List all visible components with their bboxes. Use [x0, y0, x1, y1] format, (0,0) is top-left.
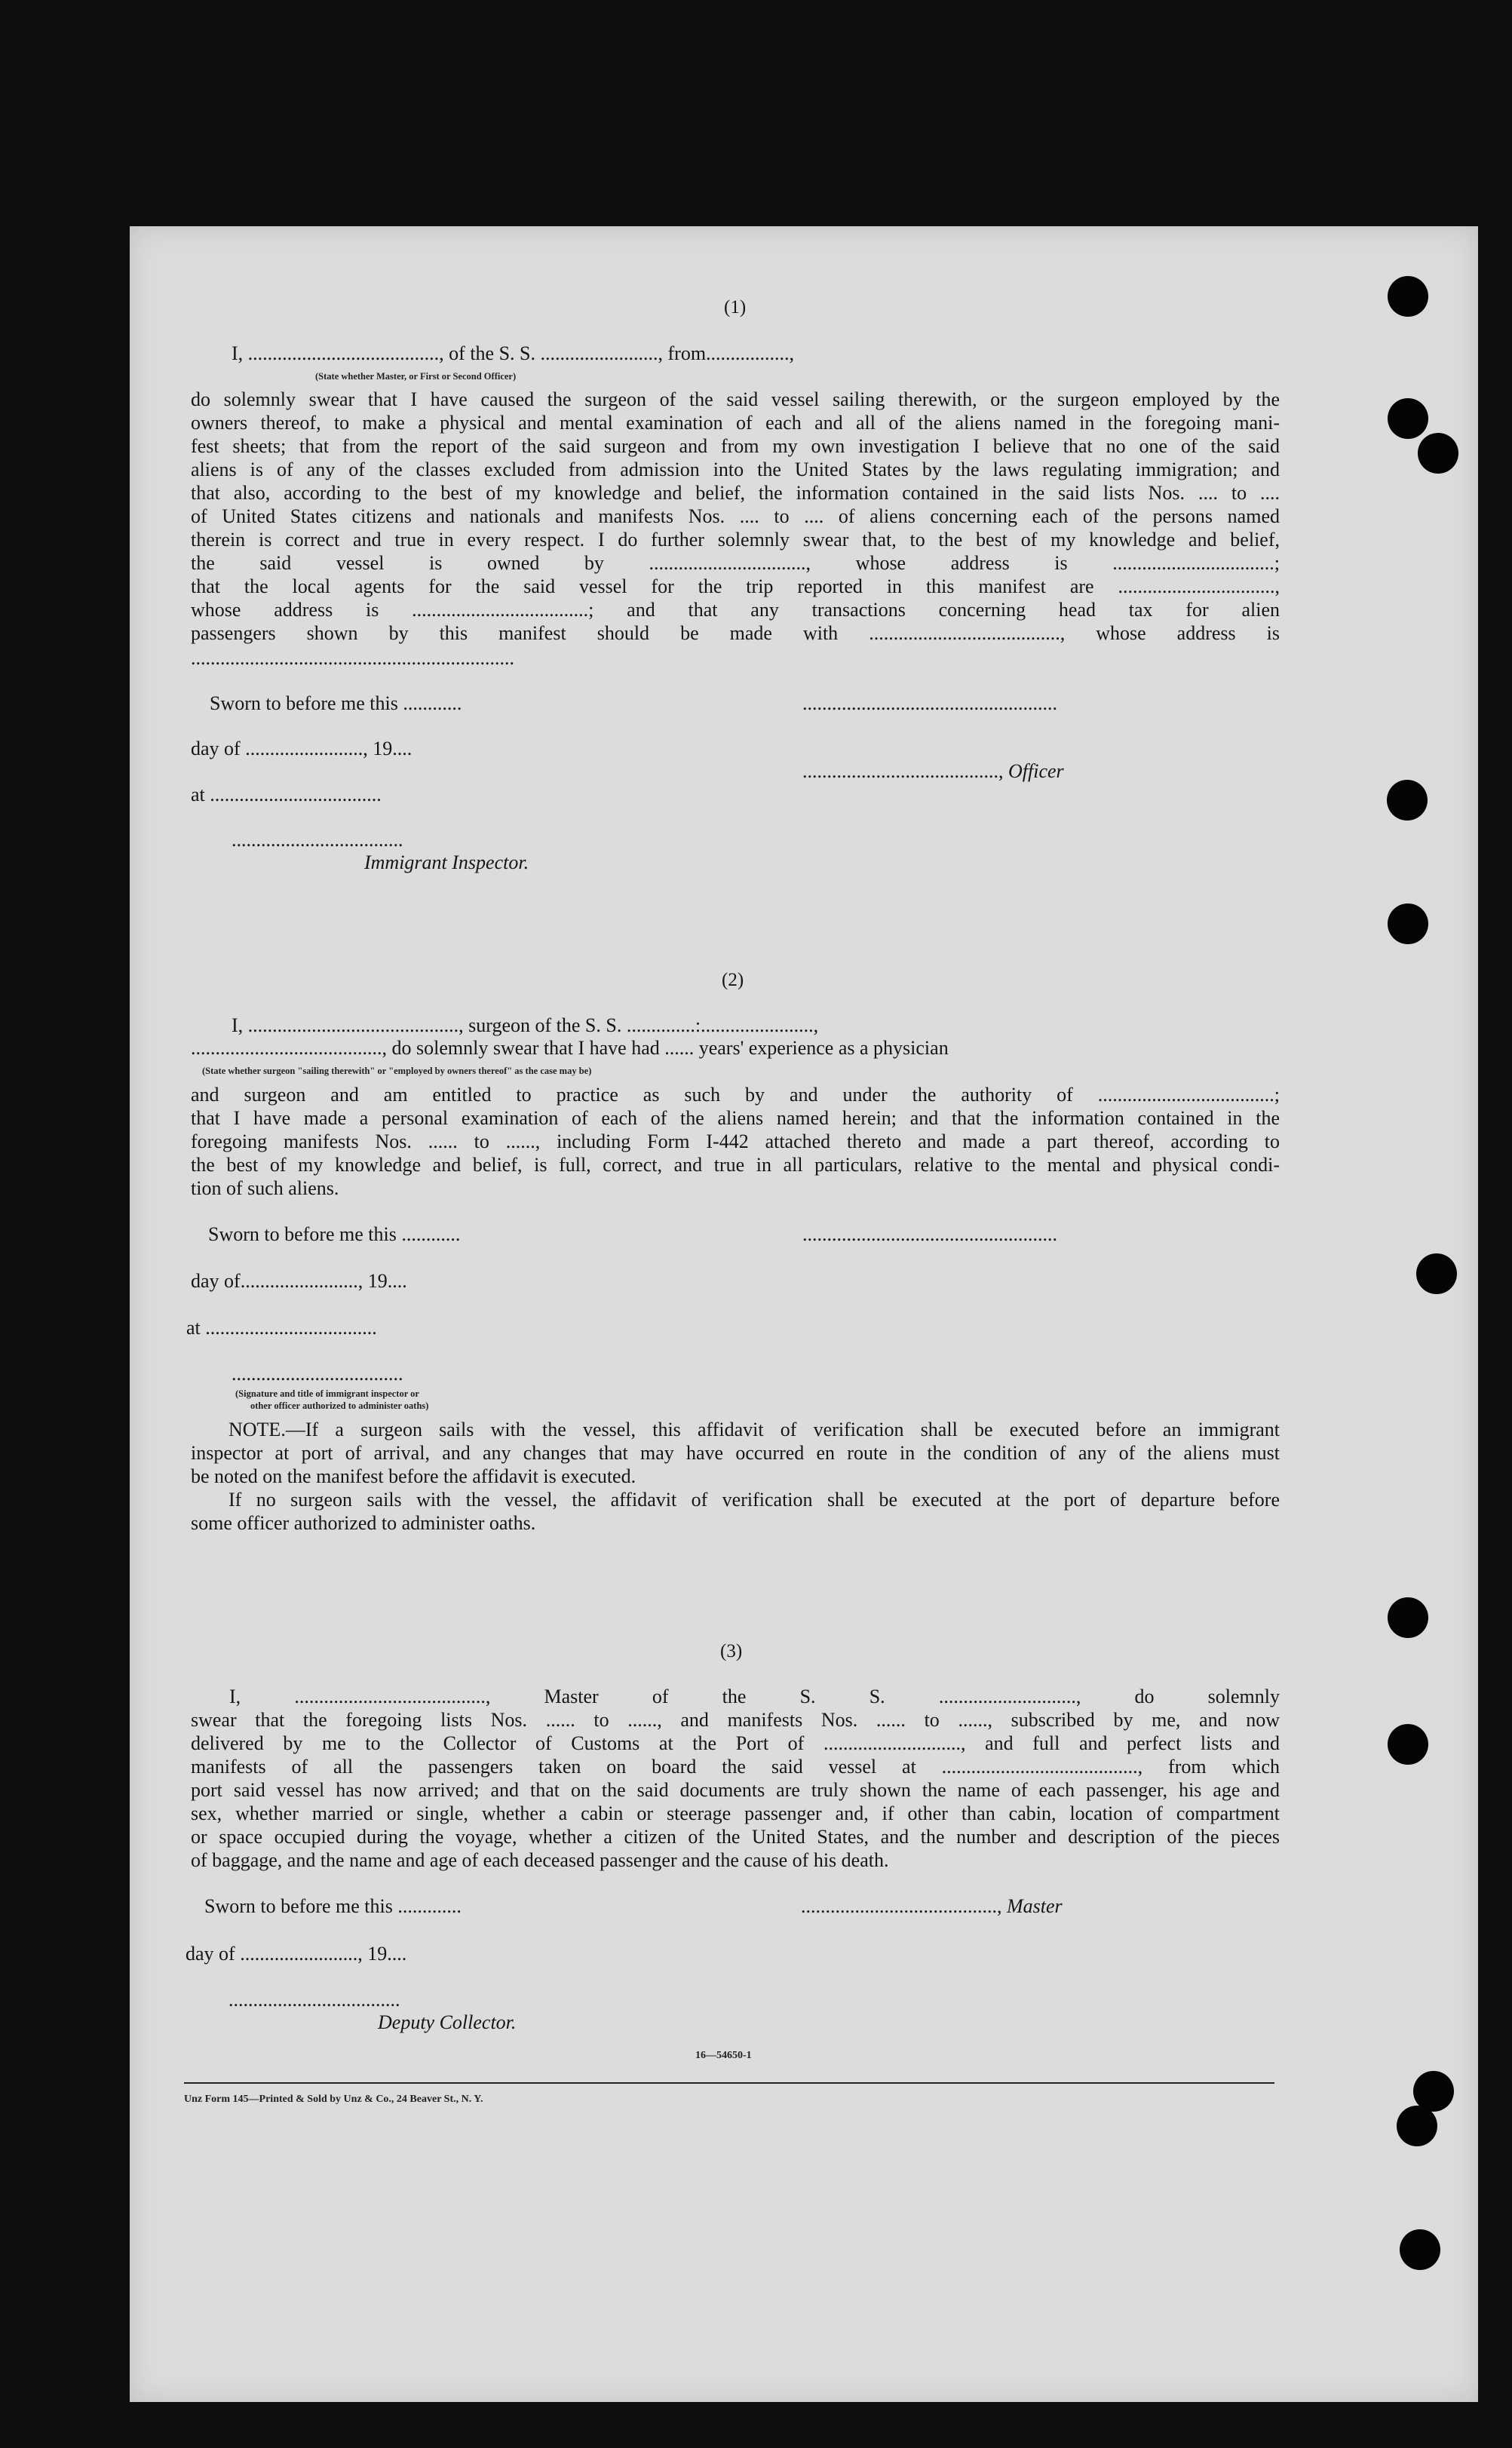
body-line: passengers shown by this manifest should be made with ......................................., whose address is	[191, 622, 1280, 644]
master-label: Master	[1007, 1895, 1063, 1917]
punch-hole	[1388, 1597, 1428, 1638]
note-line: If no surgeon sails with the vessel, the affidavit of verification shall be executed at the port of departure before	[228, 1489, 1280, 1511]
body-line: delivered by me to the Collector of Customs at the Port of ............................, and full and perfect lists and	[191, 1732, 1280, 1754]
section-3-master-line	[801, 1894, 1063, 1918]
section-2-second-line: ......................................., do solemnly swear that I have had ...... years' experience as a physician	[191, 1037, 949, 1059]
note-text: —If a surgeon sails with the vessel, this affidavit of verification shall be executed before an immigrant	[285, 1419, 1280, 1440]
note-line: be noted on the manifest before the affidavit is executed.	[191, 1465, 636, 1487]
body-line: that I have made a personal examination of each of the aliens named herein; and that the information contained in the	[191, 1107, 1280, 1129]
section-3-collector-dots: ...................................	[228, 1989, 400, 2011]
section-3-sworn: Sworn to before me this .............	[204, 1895, 462, 1917]
footer-rule	[184, 2082, 1274, 2084]
section-2-inspector-dots: ...................................	[232, 1363, 403, 1385]
section-2-signature-dots: ....................................................	[802, 1223, 1057, 1245]
section-1-at: at ...................................	[191, 784, 382, 805]
section-2-sworn: Sworn to before me this ............	[208, 1223, 461, 1245]
officer-label: Officer	[1008, 760, 1064, 782]
body-line: of baggage, and the name and age of each deceased passenger and the cause of his death.	[191, 1849, 889, 1871]
section-3-day: day of ........................, 19....	[186, 1943, 407, 1965]
section-3-body	[191, 1685, 1280, 1872]
punch-hole	[1388, 398, 1428, 439]
officer-dots: ........................................,	[802, 760, 1004, 782]
punch-hole	[1388, 903, 1428, 944]
section-1-inspector-dots: ...................................	[232, 829, 403, 851]
section-1-number: (1)	[724, 297, 747, 318]
body-line: tion of such aliens.	[191, 1177, 339, 1199]
body-line: or space occupied during the voyage, whether a citizen of the United States, and the number and description of the pieces	[191, 1826, 1280, 1848]
section-2-caption-a: (Signature and title of immigrant inspector or	[235, 1388, 419, 1399]
punch-hole	[1388, 1724, 1428, 1765]
body-line: sex, whether married or single, whether a cabin or steerage passenger and, if other than cabin, location of compartment	[191, 1802, 1280, 1824]
section-2-caption-b: other officer authorized to administer oaths)	[250, 1400, 429, 1411]
note-line: inspector at port of arrival, and any changes that may have occurred en route in the condition of any of the aliens must	[191, 1442, 1280, 1464]
body-line: the best of my knowledge and belief, is full, correct, and true in all particulars, relative to the mental and physical condi-	[191, 1154, 1280, 1176]
punch-hole	[1400, 2229, 1440, 2270]
section-2-caption: (State whether surgeon "sailing therewith" or "employed by owners thereof" as the case may be)	[202, 1066, 592, 1076]
body-line: whose address is ....................................; and that any transactions concerning head tax for alien	[191, 599, 1280, 621]
section-1-officer-line	[802, 759, 1064, 783]
section-1-signature-dots: ....................................................	[802, 692, 1057, 714]
form-number: 16—54650-1	[695, 2050, 752, 2061]
punch-hole	[1418, 433, 1458, 474]
body-line: swear that the foregoing lists Nos. ...... to ......, and manifests Nos. ...... to ......, subscribed by me, and now	[191, 1709, 1280, 1731]
section-3-collector-label: Deputy Collector.	[378, 2011, 517, 2033]
punch-hole	[1387, 780, 1428, 821]
note-label: NOTE.	[228, 1419, 286, 1440]
body-line: therein is correct and true in every respect. I do further solemnly swear that, to the best of my knowledge and belief,	[191, 529, 1280, 551]
master-dots: ........................................,	[801, 1895, 1002, 1917]
body-line: fest sheets; that from the report of the said surgeon and from my own investigation I believe that no one of the said	[191, 435, 1280, 457]
section-3-number: (3)	[720, 1641, 743, 1661]
body-line: do solemnly swear that I have caused the surgeon of the said vessel sailing therewith, or the surgeon employed by the	[191, 388, 1280, 410]
section-2-day: day of........................, 19....	[191, 1270, 407, 1292]
section-1-day: day of ........................, 19....	[191, 738, 413, 759]
section-2-number: (2)	[722, 970, 744, 990]
body-line: owners thereof, to make a physical and mental examination of each and all of the aliens named in the foregoing mani-	[191, 412, 1280, 434]
punch-hole	[1416, 1253, 1457, 1294]
section-1-first-line: I, ......................................., of the S. S. ........................, from.................,	[232, 342, 795, 364]
body-line: and surgeon and am entitled to practice as such by and under the authority of ....................................;	[191, 1084, 1280, 1106]
body-line: that the local agents for the said vessel for the trip reported in this manifest are ................................,	[191, 575, 1280, 597]
section-2-body	[191, 1083, 1280, 1200]
body-line: that also, according to the best of my knowledge and belief, the information contained in the said lists Nos. .... to ....	[191, 482, 1280, 504]
note-line: some officer authorized to administer oaths.	[191, 1512, 536, 1534]
body-line: foregoing manifests Nos. ...... to ......, including Form I-442 attached thereto and made a part thereof, according to	[191, 1130, 1280, 1152]
section-1-caption: (State whether Master, or First or Second Officer)	[315, 371, 517, 382]
body-line: aliens is of any of the classes excluded from admission into the United States by the laws regulating immigration; and	[191, 459, 1280, 480]
body-line: port said vessel has now arrived; and that on the said documents are truly shown the name of each passenger, his age and	[191, 1779, 1280, 1801]
section-2-note	[191, 1418, 1280, 1535]
punch-hole	[1388, 276, 1428, 317]
body-line: the said vessel is owned by ................................, whose address is .................................;	[191, 552, 1280, 574]
section-1-body	[191, 388, 1280, 645]
body-line: manifests of all the passengers taken on board the said vessel at ........................................, from which	[191, 1756, 1280, 1778]
section-2-at: at ...................................	[186, 1317, 377, 1339]
section-1-inspector-label: Immigrant Inspector.	[364, 851, 529, 873]
section-1-sworn: Sworn to before me this ............	[210, 692, 462, 714]
body-line: of United States citizens and nationals and manifests Nos. .... to .... of aliens concerning each of the persons named	[191, 505, 1280, 527]
section-1-dots-line: ..................................................................	[191, 647, 514, 669]
note-line	[191, 1418, 1280, 1441]
punch-hole	[1397, 2106, 1437, 2146]
body-line: I, ......................................., Master of the S. S. ............................, do solemnly	[229, 1686, 1280, 1707]
printer-footer: Unz Form 145—Printed & Sold by Unz & Co., 24 Beaver St., N. Y.	[184, 2094, 483, 2105]
section-2-first-line: I, ..........................................., surgeon of the S. S. ..............:.......................,	[232, 1014, 819, 1036]
